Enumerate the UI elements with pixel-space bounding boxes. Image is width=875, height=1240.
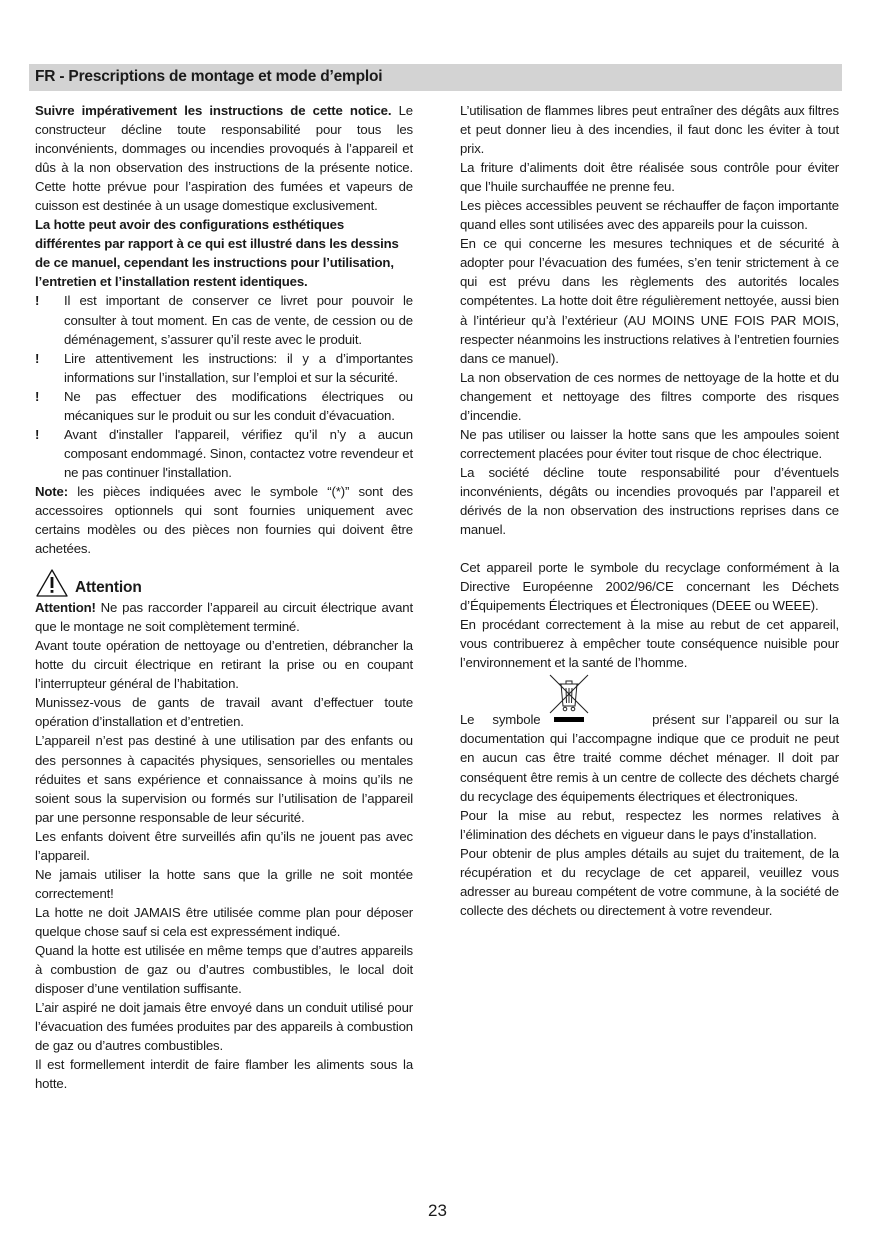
paragraph: La friture d’aliments doit être réalisée sous contrôle pour éviter que l’huile surchauffée ne prenne feu. xyxy=(460,160,839,195)
warning-mark: ! xyxy=(35,293,40,309)
bullet-item xyxy=(35,291,413,348)
recycle-paragraph: Cet appareil porte le symbole du recyclage conformément à la Directive Européenne 2002/96/CE concernant les Déchets d’Équipements Électriques et Électroniques (DEEE ou WEEE). xyxy=(460,560,839,614)
bullet-item xyxy=(35,387,413,425)
paragraph: Quand la hotte est utilisée en même temps que d’autres appareils à combustion de gaz ou d’autres combustibles, le local doit disposer d’une ventilation suffisante. xyxy=(35,942,413,997)
paragraph: Ne pas utiliser ou laisser la hotte sans que les ampoules soient correctement placées pour éviter tout risque de choc électrique. xyxy=(460,426,839,461)
paragraph: Pour la mise au rebut, respectez les normes relatives à l’élimination des déchets en vigueur dans le pays d’installation. xyxy=(460,807,839,842)
left-column xyxy=(35,101,413,1093)
attention-bold: Attention! xyxy=(35,600,96,616)
paragraph: Ne jamais utiliser la hotte sans que la grille ne soit montée correctement! xyxy=(35,866,413,901)
paragraph: Il est formellement interdit de faire flamber les aliments sous la hotte. xyxy=(35,1057,413,1092)
paragraph: Munissez-vous de gants de travail avant d’effectuer toute opération d’installation et d’entretien. xyxy=(35,695,413,730)
weee-symbol-row xyxy=(460,672,839,710)
paragraph: Les enfants doivent être surveillés afin qu’ils ne jouent pas avec l’appareil. xyxy=(35,828,413,863)
intro-text: Le constructeur décline toute responsabilité pour tous les inconvénients, dommages ou incendies provoqués à l’appareil et dûs à la non observation des instructions de la présente notice. Cette hotte prévue pour l’aspiration des fumées et vapeurs de cuisson est destinée à un usage domestique exclusivement. xyxy=(35,103,413,214)
recycle-paragraph: En procédant correctement à la mise au rebut de cet appareil, vous contribuerez à empêcher toute conséquence nuisible pour l’environnement et la santé de l’homme. xyxy=(460,617,839,671)
attention-text: Ne pas raccorder l’appareil au circuit électrique avant que le montage ne soit complètement terminé. xyxy=(35,600,413,635)
note-text: les pièces indiquées avec le symbole “(*)” sont des accessoires optionnels qui sont fournies uniquement avec certains modèles ou des pièces non fournies qui doivent être achetées. xyxy=(35,483,413,557)
intro-paragraph xyxy=(35,101,413,215)
attention-label: Attention xyxy=(75,579,142,597)
attention-paragraph xyxy=(35,598,413,636)
paragraph: En ce qui concerne les mesures techniques et de sécurité à adopter pour l’évacuation des fumées, s’en tenir strictement à ce qui est prévu dans les règlements des autorités locales compétentes. La hotte doit être régulièrement nettoyée, aussi bien à l’intérieur qu’à l’extérieur (AU MOINS UNE FOIS PAR MOIS, respecter néanmoins les instructions relatives à l’entretien fournies dans ce manuel). xyxy=(460,236,839,366)
bullet-text: Lire attentivement les instructions: il y a d’importantes informations sur l’installation, sur l’emploi et sur la sécurité. xyxy=(64,350,413,385)
bullet-text: Avant d'installer l'appareil, vérifiez qu’il n’y a aucun composant endommagé. Sinon, contactez votre revendeur et ne pas continuer l'installation. xyxy=(64,426,413,480)
page-number: 23 xyxy=(428,1201,447,1220)
bullet-item xyxy=(35,425,413,482)
intro-bold: Suivre impérativement les instructions de cette notice. xyxy=(35,103,392,118)
right-column xyxy=(460,101,839,920)
paragraph: La non observation de ces normes de nettoyage de la hotte et du changement et nettoyage des filtres comporte des risques d’incendie. xyxy=(460,369,839,423)
weee-bar-icon xyxy=(554,717,584,722)
paragraph: Les pièces accessibles peuvent se réchauffer de façon importante quand elles sont utilisées avec des appareils pour la cuisson. xyxy=(460,198,839,233)
paragraph: L’appareil n’est pas destiné à une utilisation par des enfants ou des personnes à capacités physiques, sensorielles ou mentales réduites et sans expérience et connaissance à moins qu’ils ne soient sous la supervision ou formés sur l’utilisation de l’appareil par une personne responsable de leur sécurité. xyxy=(35,733,413,825)
symbol-line xyxy=(460,710,839,729)
paragraph: L’utilisation de flammes libres peut entraîner des dégâts aux filtres et peut donner lieu à des incendies, il faut donc les éviter à tout prix. xyxy=(460,103,839,157)
bullet-item xyxy=(35,349,413,387)
note-label: Note: xyxy=(35,483,68,499)
warning-mark: ! xyxy=(35,426,40,442)
bullet-text: Ne pas effectuer des modifications électriques ou mécaniques sur le produit ou sur les conduit d’évacuation. xyxy=(64,388,413,423)
paragraph: L’air aspiré ne doit jamais être envoyé dans un conduit utilisé pour l’évacuation des fumées produites par des appareils à combustion de gaz ou d’autres combustibles. xyxy=(35,1000,413,1054)
paragraph: Avant toute opération de nettoyage ou d’entretien, débrancher la hotte du circuit électrique en retirant la prise ou en coupant l’interrupteur général de l’habitation. xyxy=(35,638,413,692)
warning-mark: ! xyxy=(35,388,40,404)
symbol-paragraph: documentation qui l’accompagne indique que ce produit ne peut en aucun cas être traité comme déchet ménager. Il doit par conséquent être remis à un centre de collecte des déchets chargé du recyclage des équipements électriques et électroniques. xyxy=(460,731,839,804)
attention-heading xyxy=(35,568,413,598)
config-notice: La hotte peut avoir des configurations esthétiques différentes par rapport à ce qui est illustré dans les dessins de ce manuel, cependant les instructions pour l’utilisation, l’entretien et l’installation restent identiques. xyxy=(35,217,399,290)
warning-triangle-icon xyxy=(35,568,69,598)
section-title: FR - Prescriptions de montage et mode d’emploi xyxy=(29,64,842,91)
note-paragraph xyxy=(35,482,413,558)
crossed-bin-icon xyxy=(547,672,591,716)
paragraph: La société décline toute responsabilité pour d’éventuels inconvénients, dégâts ou incendies provoqués par l’appareil et dérivés de la non observation des instructions reprises dans ce manuel. xyxy=(460,464,839,538)
paragraph: Pour obtenir de plus amples détails au sujet du traitement, de la récupération et du recyclage de cet appareil, veuillez vous adresser au bureau compétent de votre commune, à la société de collecte des déchets ou directement à votre revendeur. xyxy=(460,845,839,918)
symbol-after: présent sur l’appareil ou sur la xyxy=(652,712,839,728)
warning-mark: ! xyxy=(35,350,40,366)
paragraph: La hotte ne doit JAMAIS être utilisée comme plan pour déposer quelque chose sauf si cela est expressément indiqué. xyxy=(35,904,413,939)
symbol-word: Le xyxy=(460,712,475,728)
bullet-text: Il est important de conserver ce livret pour pouvoir le consulter à tout moment. En cas de vente, de cession ou de déménagement, s’assurer qu’il reste avec le produit. xyxy=(64,293,413,347)
spacer xyxy=(460,539,839,558)
symbol-word: symbole xyxy=(492,712,541,728)
